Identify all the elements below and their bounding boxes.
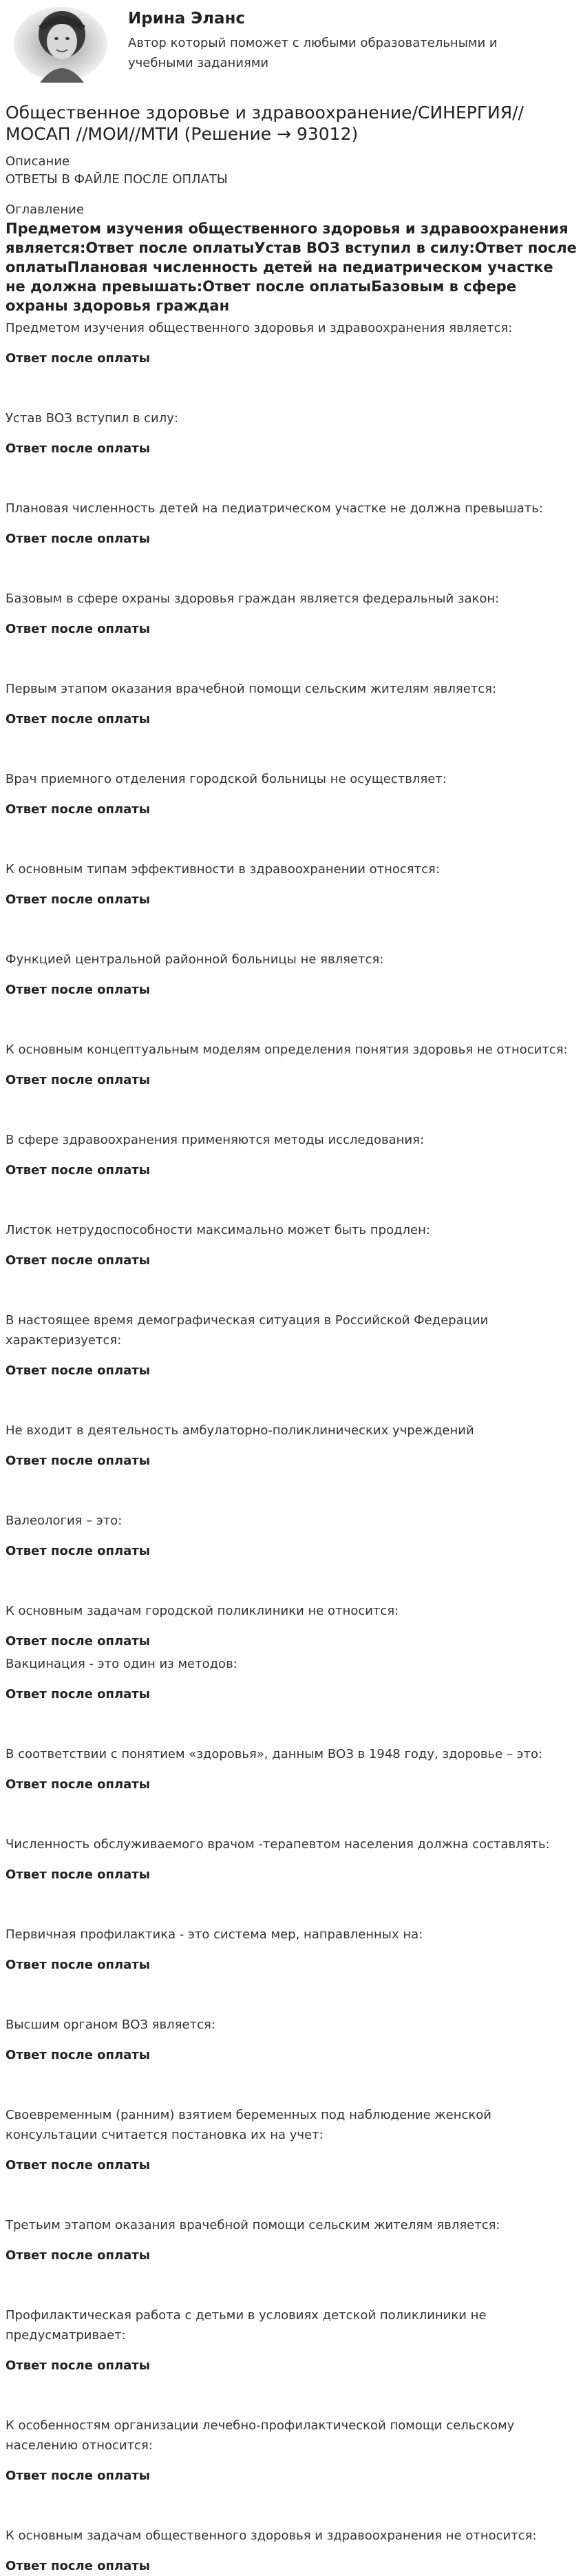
question-text: Высшим органом ВОЗ является: [6,2018,215,2032]
qa-item [6,1601,577,1651]
qa-item [6,2416,577,2486]
question-text: Базовым в сфере охраны здоровья граждан является федеральный закон: [6,591,500,606]
answer-text: Ответ после оплаты [6,2559,151,2573]
question-text: Валеология – это: [6,1514,123,1528]
qa-item [6,408,577,459]
question-text: Численность обслуживаемого врачом -терапевтом населения должна составлять: [6,1837,550,1852]
answer-text: Ответ после оплаты [6,1958,151,1972]
question-text: Третьим этапом оказания врачебной помощи сельским жителям является: [6,2218,500,2232]
author-name[interactable]: Ирина Эланс [128,10,246,28]
question-text: Вакцинация - это один из методов: [6,1657,237,1671]
answer-text: Ответ после оплаты [6,2158,151,2172]
answer-text: Ответ после оплаты [6,1163,151,1177]
description-label: Описание [6,154,70,169]
qa-item [6,679,577,729]
question-text: К основным концептуальным моделям определения понятия здоровья не относится: [6,1043,568,1057]
qa-item [6,1310,577,1381]
question-text: Своевременным (ранним) взятием беременных под наблюдение женской консультации считается постановка их на учет: [6,2108,491,2142]
qa-item [6,2105,577,2175]
qa-item [6,950,577,1000]
qa-item [6,1220,577,1270]
question-text: Врач приемного отделения городской больницы не осуществляет: [6,772,447,786]
answer-text: Ответ после оплаты [6,1454,151,1468]
question-text: Не входит в деятельность амбулаторно-поликлинических учреждений [6,1423,474,1438]
question-text: Устав ВОЗ вступил в силу: [6,411,178,426]
toc-label: Оглавление [6,202,84,217]
author-card [6,0,577,88]
qa-item [6,2526,577,2576]
question-text: К особенностям организации лечебно-профилактической помощи сельскому населению относится: [6,2418,515,2453]
qa-item [6,1040,577,1090]
qa-item [6,1511,577,1561]
answer-text: Ответ после оплаты [6,892,151,907]
question-text: В соответствии с понятием «здоровья», данным ВОЗ в 1948 году, здоровье – это: [6,1747,543,1761]
answer-text: Ответ после оплаты [6,1687,151,1701]
qa-item [6,1834,577,1885]
question-text: Листок нетрудоспособности максимально может быть продлен: [6,1223,430,1237]
question-text: Первым этапом оказания врачебной помощи сельским жителям является: [6,682,497,696]
qa-item [6,1925,577,1975]
answer-text: Ответ после оплаты [6,1544,151,1558]
question-text: К основным задачам городской поликлиники не относится: [6,1604,399,1618]
question-text: В настоящее время демографическая ситуация в Российской Федерации характеризуется: [6,1313,489,1348]
toc-text: Предметом изучения общественного здоровья и здравоохранения является:Ответ после оплатыУстав ВОЗ вступил в силу:Ответ после оплатыПлановая численность детей на педиатрическом участке не должна превышать:Ответ после оплатыБазовым в сфере охраны здоровья граждан [6,220,577,314]
answer-text: Ответ после оплаты [6,2469,151,2483]
answer-text: Ответ после оплаты [6,1867,151,1882]
answer-text: Ответ после оплаты [6,1073,151,1087]
answer-text: Ответ после оплаты [6,1777,151,1792]
qa-item [6,1130,577,1180]
question-text: Плановая численность детей на педиатрическом участке не должна превышать: [6,501,543,516]
question-text: В сфере здравоохранения применяются методы исследования: [6,1133,425,1147]
author-avatar[interactable] [12,6,109,83]
qa-item [6,589,577,639]
question-text: Предметом изучения общественного здоровья и здравоохранения является: [6,321,513,335]
answer-text: Ответ после оплаты [6,351,151,366]
document-title: Общественное здоровье и здравоохранение/СИНЕРГИЯ//МОСАП //МОИ//МТИ (Решение → 93012) [6,103,524,144]
answer-text: Ответ после оплаты [6,2248,151,2263]
qa-item [6,859,577,910]
answer-text: Ответ после оплаты [6,983,151,997]
qa-item [6,1654,577,1704]
author-description: Автор который поможет с любыми образовательными и учебными заданиями [128,36,498,70]
qa-item [6,318,577,368]
answer-text: Ответ после оплаты [6,802,151,817]
question-text: К основным задачам общественного здоровья и здравоохранения не относится: [6,2528,537,2543]
qa-item [6,1744,577,1794]
answer-text: Ответ после оплаты [6,532,151,546]
description-text: ОТВЕТЫ В ФАЙЛЕ ПОСЛЕ ОПЛАТЫ [6,172,228,187]
qa-item [6,2305,577,2376]
question-text: Первичная профилактика - это система мер, направленных на: [6,1927,423,1942]
question-text: Функцией центральной районной больницы не является: [6,952,384,967]
answer-text: Ответ после оплаты [6,1634,151,1648]
answer-text: Ответ после оплаты [6,622,151,636]
answer-text: Ответ после оплаты [6,2358,151,2373]
answer-text: Ответ после оплаты [6,441,151,456]
answer-text: Ответ после оплаты [6,712,151,726]
qa-item [6,2015,577,2065]
qa-item [6,1421,577,1471]
answer-text: Ответ после оплаты [6,1363,151,1378]
question-text: К основным типам эффективности в здравоохранении относятся: [6,862,440,877]
qa-item [6,769,577,819]
answer-text: Ответ после оплаты [6,1253,151,1268]
qa-item [6,2215,577,2265]
question-text: Профилактическая работа с детьми в условиях детской поликлиники не предусматривает: [6,2308,487,2343]
answer-text: Ответ после оплаты [6,2048,151,2062]
qa-list [6,318,577,2576]
qa-item [6,499,577,549]
